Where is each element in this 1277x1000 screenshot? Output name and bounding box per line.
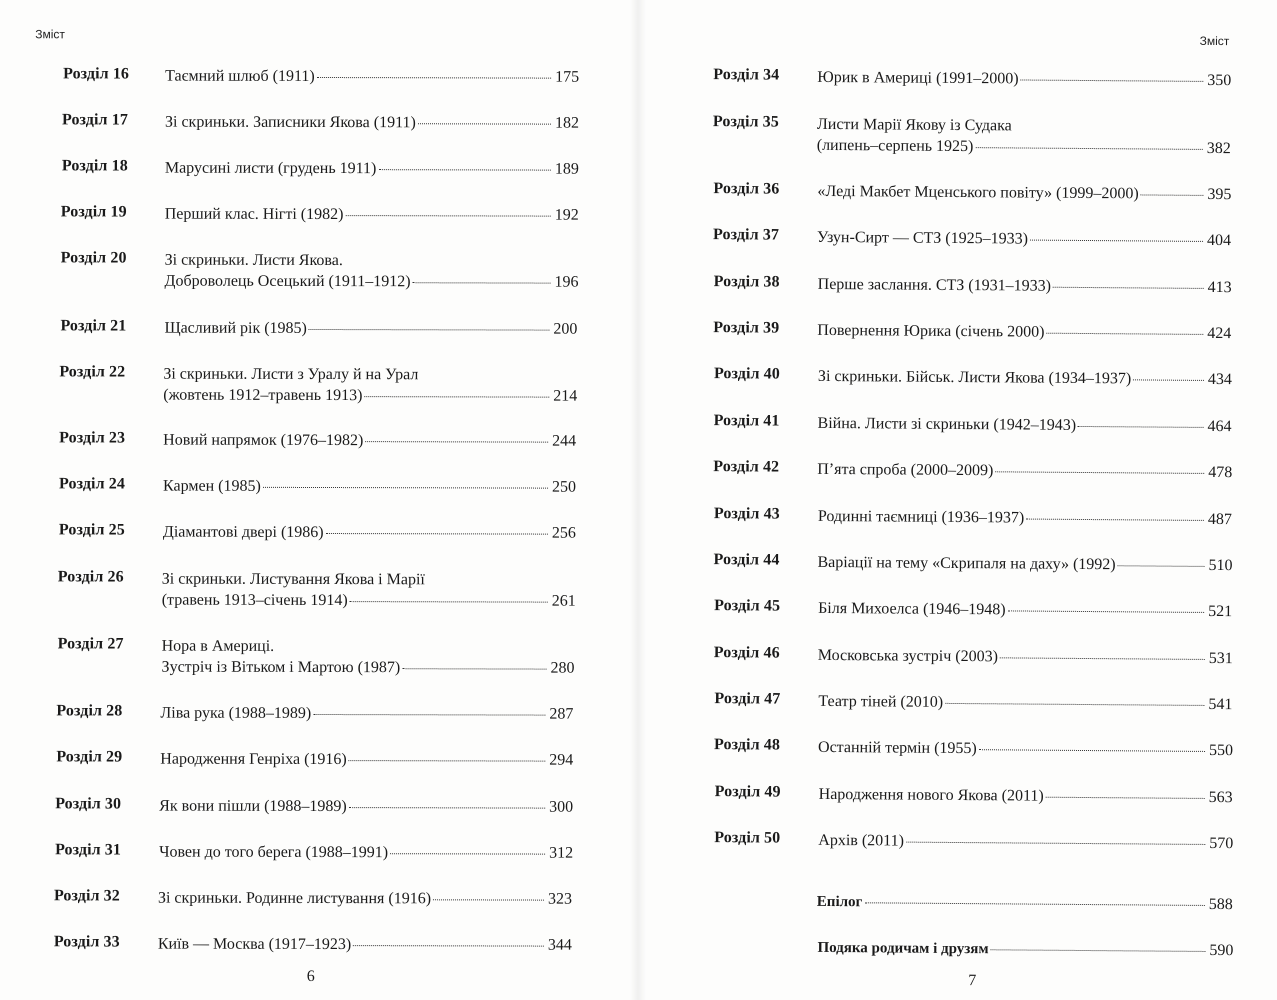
page-number: 590 [1209, 941, 1234, 960]
toc-entry [713, 226, 1231, 278]
chapter-title [817, 552, 1232, 576]
back-matter-title [817, 937, 1233, 962]
toc-entry [57, 635, 574, 698]
toc-entry [59, 363, 577, 426]
chapter-title-line: Зі скриньки. Записники Якова (1911) [164, 113, 416, 132]
page-number: 192 [554, 206, 579, 224]
chapter-label: Розділ 39 [713, 319, 780, 337]
dot-leader [1046, 333, 1203, 335]
page-number: 434 [1207, 370, 1233, 389]
chapter-title-line: (жовтень 1912–травень 1913) [163, 386, 363, 405]
chapter-label: Розділ 24 [59, 475, 126, 493]
dot-leader [309, 329, 550, 331]
toc-entry [55, 841, 573, 890]
chapter-title [165, 112, 579, 134]
chapter-label: Розділ 48 [714, 736, 781, 754]
chapter-title [817, 320, 1231, 344]
page-number: 521 [1208, 602, 1233, 621]
page-number: 214 [553, 387, 578, 405]
chapter-label: Розділ 28 [56, 702, 123, 720]
page-number: 175 [555, 68, 580, 86]
chapter-label: Розділ 32 [53, 887, 120, 905]
dot-leader [995, 471, 1204, 474]
chapter-title [165, 158, 579, 180]
chapter-title-line: Перше заслання. СТЗ (1931–1933) [817, 275, 1052, 295]
chapter-title [164, 318, 577, 340]
toc-entry [713, 412, 1231, 464]
toc-entry [60, 317, 577, 366]
dot-leader [1133, 379, 1204, 381]
toc-entry [63, 65, 579, 114]
chapter-title [818, 274, 1232, 298]
chapter-title [817, 67, 1231, 91]
toc-entry [713, 113, 1231, 179]
dot-leader [378, 169, 551, 170]
dot-leader [991, 949, 1206, 952]
chapter-title [817, 227, 1231, 251]
back-matter-label: Подяка родичам і друзям [817, 939, 989, 958]
page-number: 294 [549, 751, 574, 769]
toc-entry [714, 829, 1233, 881]
page-number: 563 [1208, 788, 1233, 807]
dot-leader [945, 703, 1204, 706]
page-number: 182 [554, 114, 580, 132]
dot-leader [326, 533, 548, 535]
chapter-title-line: Театр тіней (2010) [818, 692, 944, 711]
page-number: 200 [553, 320, 578, 338]
dot-leader [313, 714, 545, 716]
chapter-label: Розділ 31 [55, 841, 122, 859]
dot-leader [345, 215, 550, 217]
running-head: Зміст [1199, 33, 1230, 49]
chapter-label: Розділ 17 [61, 111, 128, 129]
chapter-title-line: Новий напрямок (1976–1982) [163, 431, 364, 450]
chapter-title [163, 522, 576, 544]
chapter-title [165, 204, 579, 226]
chapter-label: Розділ 33 [53, 933, 120, 951]
chapter-title-line: «Леді Макбет Мценського повіту» (1999–2000) [817, 182, 1139, 203]
page-number: 323 [547, 890, 572, 908]
toc-entry [714, 505, 1232, 557]
page-number: 196 [554, 273, 579, 291]
toc-entry [713, 66, 1231, 118]
chapter-title-line: Московська зустріч (2003) [817, 646, 999, 666]
toc-entry [61, 203, 579, 252]
chapter-title-line: Родинні таємниці (1936–1937) [817, 507, 1025, 527]
page-number: 588 [1208, 895, 1233, 914]
chapter-title [162, 636, 575, 679]
chapter-label: Розділ 43 [713, 505, 780, 523]
chapter-label: Розділ 44 [713, 551, 780, 569]
chapter-title-line: Доброволець Осецький (1911–1912) [164, 272, 411, 291]
chapter-label: Розділ 37 [713, 226, 780, 244]
chapter-title [162, 569, 576, 612]
dot-leader [1078, 426, 1204, 428]
toc-entry [713, 319, 1231, 371]
dot-leader [418, 123, 551, 124]
back-matter-entry [817, 891, 1233, 924]
chapter-title [817, 181, 1231, 205]
chapter-label: Розділ 26 [57, 568, 124, 586]
page-number: 550 [1208, 741, 1234, 760]
chapter-label: Розділ 27 [57, 635, 124, 653]
chapter-title-line: П’ята спроба (2000–2009) [817, 460, 994, 480]
chapter-label: Розділ 20 [60, 249, 127, 267]
back-matter-label: Епілог [816, 893, 863, 911]
chapter-title-line: Човен до того берега (1988–1991) [159, 843, 389, 862]
page-number: 256 [551, 524, 576, 542]
chapter-title-line: Як вони пішли (1988–1989) [159, 797, 347, 816]
toc-entry [58, 568, 576, 631]
toc-entry [713, 551, 1232, 603]
chapter-title-line: Народження Генріха (1916) [160, 750, 347, 769]
chapter-title-line: Марусині листи (грудень 1911) [164, 159, 377, 178]
toc-entry [62, 111, 579, 160]
chapter-title [160, 749, 573, 771]
chapter-label: Розділ 46 [713, 644, 780, 662]
page-number: 413 [1207, 278, 1232, 297]
dot-leader [413, 282, 551, 283]
chapter-title [818, 737, 1233, 761]
page-number: 570 [1209, 834, 1234, 853]
dot-leader [906, 842, 1205, 845]
chapter-title [818, 645, 1233, 669]
chapter-label: Розділ 29 [56, 748, 123, 766]
dot-leader [350, 601, 548, 603]
page-number: 531 [1208, 649, 1233, 668]
right-page [634, 0, 1277, 1000]
toc-entry [59, 521, 576, 570]
dot-leader [975, 147, 1202, 150]
chapter-title-line: Зі скриньки. Бійськ. Листи Якова (1934–1937) [817, 367, 1132, 388]
page-number: 478 [1208, 463, 1233, 482]
dot-leader [1008, 610, 1205, 613]
back-matter-title [817, 891, 1233, 916]
chapter-title [159, 842, 573, 864]
dot-leader [349, 807, 545, 809]
chapter-title-line: Перший клас. Нігті (1982) [164, 205, 344, 224]
chapter-label: Розділ 30 [55, 795, 122, 813]
chapter-title-line: Зі скриньки. Листування Якова і Марії [161, 570, 425, 589]
chapter-label: Розділ 25 [58, 521, 125, 539]
chapter-label: Розділ 23 [59, 429, 126, 447]
chapter-title [163, 430, 576, 452]
page-number: 464 [1207, 417, 1232, 436]
page-number: 244 [552, 432, 577, 450]
dot-leader [1000, 657, 1205, 660]
toc-entry [714, 690, 1232, 742]
dot-leader [1030, 240, 1203, 242]
dot-leader [1026, 519, 1204, 521]
page-number: 280 [550, 659, 575, 677]
toc-entry [714, 597, 1232, 649]
chapter-title-line: Узун-Сирт — СТЗ (1925–1933) [816, 228, 1029, 248]
page-number: 487 [1207, 510, 1232, 529]
chapter-title-line: Кармен (1985) [163, 477, 261, 495]
dot-leader [1021, 79, 1204, 81]
chapter-title-line: Варіації на тему «Скрипаля на даху» (1992) [817, 553, 1116, 574]
toc-entry [60, 249, 578, 312]
page-folio: 6 [306, 967, 315, 985]
toc-entry [59, 429, 576, 478]
chapter-title [818, 413, 1232, 437]
chapter-title [163, 476, 576, 498]
page-number: 250 [552, 478, 577, 496]
toc-entry [713, 273, 1231, 325]
chapter-title-line: Зі скриньки. Листи Якова. [164, 251, 343, 270]
chapter-title [817, 114, 1231, 159]
chapter-title-line: Листи Марії Якову із Судака [816, 115, 1012, 135]
page-number: 300 [549, 798, 574, 816]
chapter-label: Розділ 22 [59, 363, 126, 381]
dot-leader [1046, 797, 1205, 799]
chapter-title-line: Юрик в Америці (1991–2000) [817, 68, 1019, 88]
running-head: Зміст [35, 27, 65, 42]
page-number: 312 [549, 844, 574, 862]
chapter-label: Розділ 34 [713, 66, 780, 84]
chapter-title-line: Повернення Юрика (січень 2000) [817, 321, 1045, 341]
page-number: 189 [554, 160, 579, 178]
page-number: 395 [1207, 185, 1232, 204]
chapter-title [818, 691, 1232, 715]
chapter-title-line: (липень–серпень 1925) [816, 136, 974, 156]
dot-leader [433, 899, 544, 900]
chapter-label: Розділ 41 [713, 412, 780, 430]
chapter-label: Розділ 49 [714, 783, 781, 801]
page-number: 404 [1206, 231, 1232, 250]
dot-leader [349, 760, 546, 762]
chapter-title [160, 703, 573, 725]
dot-leader [353, 945, 544, 946]
chapter-label: Розділ 19 [60, 203, 127, 221]
chapter-title [817, 459, 1232, 483]
dot-leader [263, 487, 548, 489]
toc-entry [62, 157, 579, 206]
chapter-label: Розділ 50 [714, 829, 781, 847]
toc-entry [713, 180, 1231, 232]
back-matter-entry [817, 937, 1233, 970]
chapter-label: Розділ 47 [714, 690, 781, 708]
chapter-title [159, 796, 573, 818]
dot-leader [402, 668, 546, 669]
toc-entry [55, 795, 573, 844]
chapter-title [158, 934, 572, 956]
page-number: 541 [1208, 695, 1233, 714]
chapter-title-line: (травень 1913–січень 1914) [161, 591, 348, 610]
page-number: 261 [551, 592, 576, 610]
chapter-title [818, 830, 1233, 854]
chapter-title-line: Народження нового Якова (2011) [818, 785, 1044, 805]
toc-entry [56, 748, 573, 797]
chapter-title-line: Таємний шлюб (1911) [165, 67, 315, 85]
toc-entry [714, 783, 1232, 835]
chapter-title-line: Війна. Листи зі скриньки (1942–1943) [817, 414, 1077, 434]
chapter-label: Розділ 36 [713, 180, 780, 198]
chapter-title-line: Біля Михоелса (1946–1948) [818, 599, 1006, 619]
toc-entry [714, 736, 1233, 788]
chapter-label: Розділ 45 [714, 597, 781, 615]
chapter-title-line: Діамантові двері (1986) [162, 523, 324, 542]
chapter-title [818, 598, 1232, 622]
dot-leader [317, 77, 551, 79]
toc-entry [713, 458, 1232, 510]
chapter-label: Розділ 16 [63, 65, 130, 83]
dot-leader [364, 396, 549, 397]
chapter-title [158, 888, 572, 910]
chapter-label: Розділ 38 [713, 273, 780, 291]
page-number: 344 [547, 936, 572, 954]
dot-leader [1053, 287, 1204, 289]
dot-leader [365, 441, 548, 442]
chapter-title-line: Архів (2011) [818, 831, 905, 850]
chapter-title [165, 66, 579, 88]
chapter-title [818, 366, 1232, 390]
chapter-title [818, 506, 1232, 530]
chapter-title-line: Нора в Америці. [161, 637, 275, 655]
chapter-title-line: Ліва рука (1988–1989) [160, 704, 312, 722]
page-number: 287 [549, 705, 574, 723]
page-folio: 7 [968, 972, 977, 990]
chapter-title-line: Зустріч із Вітьком і Мартою (1987) [161, 658, 401, 677]
chapter-label: Розділ 21 [60, 317, 127, 335]
chapter-title-line: Зі скриньки. Родинне листування (1916) [157, 889, 432, 908]
chapter-title-line: Київ — Москва (1917–1923) [157, 935, 352, 954]
chapter-title-line: Зі скриньки. Листи з Уралу й на Урал [163, 365, 419, 384]
page-number: 510 [1208, 556, 1233, 575]
dot-leader [1141, 194, 1204, 195]
toc-entry [713, 644, 1232, 696]
chapter-title [163, 364, 577, 407]
chapter-label: Розділ 40 [713, 365, 780, 383]
dot-leader [1118, 565, 1205, 567]
toc-entry [59, 475, 576, 524]
toc-entry [714, 365, 1232, 417]
chapter-title-line: Щасливий рік (1985) [164, 319, 307, 337]
toc-entry [54, 887, 572, 936]
chapter-title [819, 784, 1233, 808]
chapter-label: Розділ 18 [61, 157, 128, 175]
chapter-label: Розділ 35 [712, 113, 779, 131]
dot-leader [390, 853, 545, 854]
toc-entry [56, 702, 573, 751]
chapter-title [165, 250, 579, 293]
page-number: 424 [1207, 324, 1232, 343]
dot-leader [979, 749, 1205, 752]
chapter-title-line: Останній термін (1955) [817, 738, 977, 758]
chapter-label: Розділ 42 [713, 458, 780, 476]
page-number: 382 [1206, 139, 1231, 158]
page-number: 350 [1207, 71, 1232, 90]
dot-leader [864, 902, 1204, 906]
